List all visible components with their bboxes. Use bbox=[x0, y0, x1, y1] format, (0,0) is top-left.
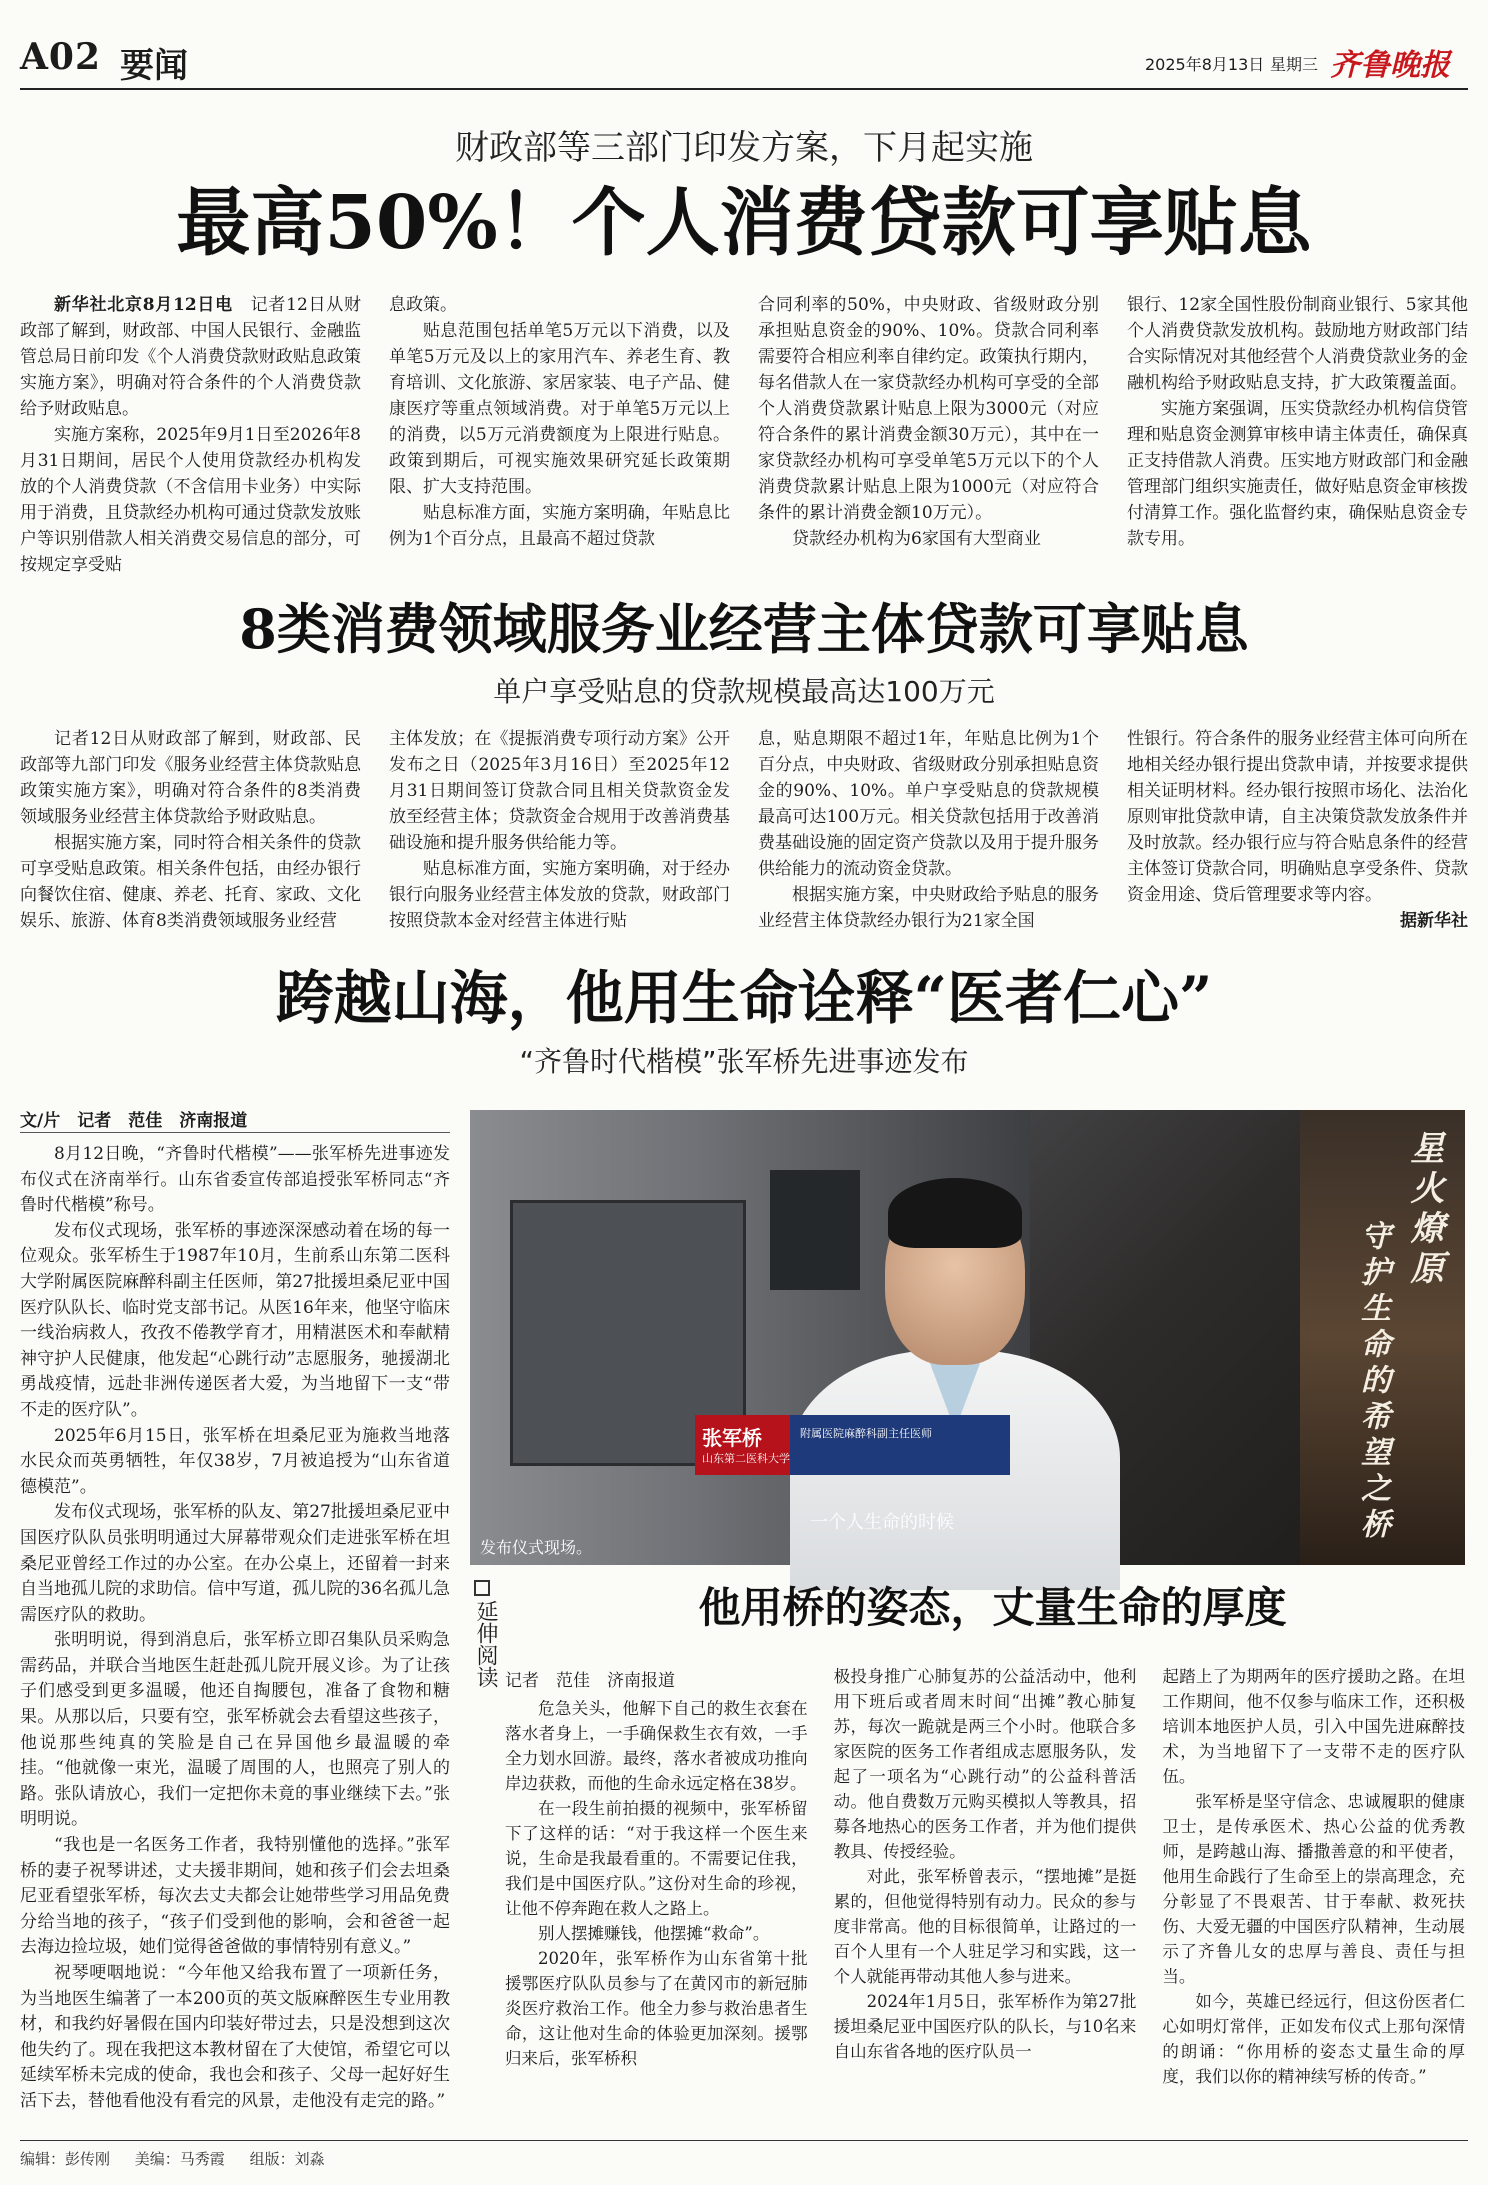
story4-headline: 他用桥的姿态，丈量生命的厚度 bbox=[698, 1583, 1287, 1632]
newspaper-logo: 齐鲁晚报 bbox=[1330, 48, 1450, 83]
page-credits bbox=[20, 2148, 339, 2169]
photo-org: 山东第二医科大学 bbox=[702, 1452, 790, 1465]
photo-name: 张军桥 bbox=[702, 1426, 762, 1450]
story1-col4 bbox=[1127, 292, 1468, 549]
story2-kicker: 单户享受贴息的贷款规模最高达100万元 bbox=[493, 675, 995, 708]
story4-para: 危急关头，他解下自己的救生衣套在落水者身上，一手确保救生衣有效，一手全力划水回游。最终，落水者被成功推向岸边获救，而他的生命永远定格在38岁。 bbox=[505, 1699, 808, 1793]
story1-para: 贴息范围包括单笔5万元以下消费，以及单笔5万元及以上的家用汽车、养老生育、教育培训、文化旅游、家居家装、电子产品、健康医疗等重点领域消费。对于单笔5万元以上的消费，以5万元消费额度为上限进行贴息。政策到期后，可视实施效果研究延长政策期限、扩大支持范围。 bbox=[389, 321, 730, 497]
side-slogan-2: 守护生命的希望之桥 bbox=[1355, 1220, 1390, 1544]
story3-headline: 跨越山海，他用生命诠释“医者仁心” bbox=[275, 964, 1213, 1032]
extended-reading-tag bbox=[470, 1580, 498, 1700]
story2-para: 性银行。符合条件的服务业经营主体可向所在地相关经办银行提出贷款申请，并按要求提供相关证明材料。经办银行按照市场化、法治化原则审批贷款申请，自主决策贷款发放条件并及时放款。经办银行应与符合贴息条件的经营主体签订贷款合同，明确贴息享受条件、贷款资金用途、贷后管理要求等内容。 bbox=[1127, 729, 1468, 905]
credit-editor: 编辑：彭传刚 bbox=[20, 2150, 111, 2168]
story2-para: 记者12日从财政部了解到，财政部、民政部等九部门印发《服务业经营主体贷款贴息政策实施方案》，明确对符合条件的8类消费领域服务业经营主体贷款给予财政贴息。 bbox=[20, 729, 361, 827]
story2-headline: 8类消费领域服务业经营主体贷款可享贴息 bbox=[239, 597, 1249, 661]
story3-byline: 文/片 记者 范佳 济南报道 bbox=[20, 1111, 248, 1131]
story2-para: 贴息标准方面，实施方案明确，对于经办银行向服务业经营主体发放的贷款，财政部门按照贷款本金对经营主体进行贴 bbox=[389, 859, 730, 931]
story4-col2 bbox=[834, 1664, 1137, 2134]
story4-para: 别人摆摊赚钱，他摆摊“救命”。 bbox=[538, 1924, 770, 1943]
story4-para: 在一段生前拍摄的视频中，张军桥留下了这样的话：“对于我这样一个医生来说，生命是我最看重的。不需要记住我，我们是中国医疗队。”这份对生命的珍视，让他不停奔跑在救人之路上。 bbox=[505, 1799, 808, 1918]
story3-body bbox=[20, 1142, 450, 2132]
story1-para: 贴息标准方面，实施方案明确，年贴息比例为1个百分点，且最高不超过贷款 bbox=[389, 503, 730, 549]
story1-headline: 最高50%！个人消费贷款可享贴息 bbox=[176, 180, 1312, 266]
story3-para: 张明明说，得到消息后，张军桥立即召集队员采购急需药品，并联合当地医生赶赴孤儿院开展义诊。为了让孩子们感受到更多温暖，他还自掏腰包，准备了食物和糖果。从那以后，只要有空，张军桥就会去看望这些孩子，他说那些纯真的笑脸是自己在异国他乡最温暖的牵挂。“他就像一束光，温暖了周围的人，也照亮了别人的路。张队请放心，我们一定把你未竟的事业继续下去。”张明明说。 bbox=[20, 1630, 450, 1830]
page-number: A02 bbox=[20, 36, 102, 78]
issue-weekday: 星期三 bbox=[1270, 55, 1319, 74]
story4-para: 如今，英雄已经远行，但这份医者仁心如明灯常伴，正如发布仪式上那句深情的朗诵：“你用桥的姿态丈量生命的厚度，我们以你的精神续写桥的传奇。” bbox=[1162, 1992, 1466, 2086]
story1-para bbox=[20, 292, 361, 422]
story2-col2 bbox=[389, 726, 730, 931]
ceremony-photo bbox=[470, 1110, 1465, 1565]
story1-para: 实施方案强调，压实贷款经办机构信贷管理和贴息资金测算审核申请主体责任，确保真正支持借款人消费。压实地方财政部门和金融管理部门组织实施责任，做好贴息资金审核拨付清算工作。强化监督约束，确保贴息资金专款专用。 bbox=[1127, 399, 1468, 549]
story1-para-text: 记者12日从财政部了解到，财政部、中国人民银行、金融监管总局日前印发《个人消费贷款财政贴息政策实施方案》，明确对符合条件的个人消费贷款给予财政贴息。 bbox=[20, 295, 361, 419]
footer-divider bbox=[20, 2140, 1468, 2141]
story4-para: 起踏上了为期两年的医疗援助之路。在坦工作期间，他不仅参与临床工作，还积极培训本地医护人员，引入中国先进麻醉技术，为当地留下了一支带不走的医疗队伍。 bbox=[1162, 1667, 1466, 1786]
story3-kicker: “齐鲁时代楷模”张军桥先进事迹发布 bbox=[519, 1045, 969, 1078]
video-subtitle: 一个人生命的时候 bbox=[810, 1512, 954, 1533]
story4-para: 2020年，张军桥作为山东省第十批援鄂医疗队队员参与了在黄冈市的新冠肺炎医疗救治工作。他全力参与救治患者生命，这让他对生命的体验更加深刻。援鄂归来后，张军桥积 bbox=[505, 1949, 808, 2068]
issue-date: 2025年8月13日 bbox=[1145, 55, 1265, 74]
story4-para: 极投身推广心肺复苏的公益活动中，他利用下班后或者周末时间“出摊”教心肺复苏，每次一跪就是两三个小时。他联合多家医院的医务工作者组成志愿服务队，发起了一项名为“心跳行动”的公益科普活动。他自费数万元购买模拟人等教具，招募各地热心的医务工作者，并为他们提供教具、传授经验。 bbox=[833, 1667, 1137, 1861]
credit-designer: 美编：马秀霞 bbox=[134, 2150, 225, 2168]
story3-para: 发布仪式现场，张军桥的事迹深深感动着在场的每一位观众。张军桥生于1987年10月，生前系山东第二医科大学附属医院麻醉科副主任医师，第27批援坦桑尼亚中国医疗队队长、临时党支部书记。从医16年来，他坚守临床一线治病救人，孜孜不倦教学育才，用精湛医术和奉献精神守护人民健康，他发起“心跳行动”志愿服务，驰援湖北勇战疫情，远赴非洲传递医者大爱，为当地留下一支“带不走的医疗队”。 bbox=[20, 1220, 450, 1420]
story3-para: 祝琴哽咽地说：“今年他又给我布置了一项新任务，为当地医生编著了一本200页的英文版麻醉医生专业用教材，和我约好暑假在国内印装好带过去，只是没想到这次他失约了。现在我把这本教材留在了大使馆，希望它可以延续军桥未完成的使命，我也会和孩子、父母一起好好生活下去，替他看他没有看完的风景，走他没有走完的路。” bbox=[20, 1963, 450, 2111]
story2-source: 据新华社 bbox=[1400, 911, 1468, 931]
story2-para: 根据实施方案，同时符合相关条件的贷款可享受贴息政策。相关条件包括，由经办银行向餐饮住宿、健康、养老、托育、家政、文化娱乐、旅游、体育8类消费领域服务业经营 bbox=[20, 833, 361, 931]
title-plate bbox=[790, 1415, 1010, 1475]
story4-col3 bbox=[1162, 1664, 1465, 2134]
story1-kicker: 财政部等三部门印发方案，下月起实施 bbox=[455, 128, 1033, 168]
side-slogan-1: 星火燎原 bbox=[1404, 1130, 1444, 1290]
masthead-divider bbox=[20, 88, 1468, 90]
story4-byline: 记者 范佳 济南报道 bbox=[505, 1671, 675, 1691]
story3-para: 2025年6月15日，张军桥在坦桑尼亚为施救当地落水民众而英勇牺牲，年仅38岁，7月被追授为“山东省道德模范”。 bbox=[20, 1425, 450, 1497]
story1-para: 银行、12家全国性股份制商业银行、5家其他个人消费贷款发放机构。鼓励地方财政部门结合实际情况对其他经营个人消费贷款业务的金融机构给予财政贴息支持，扩大政策覆盖面。 bbox=[1127, 295, 1468, 393]
story2-para: 主体发放；在《提振消费专项行动方案》公开发布之日（2025年3月16日）至2025年12月31日期间签订贷款合同且相关贷款资金发放至经营主体；贷款资金合规用于改善消费基础设施和提升服务供给能力等。 bbox=[389, 729, 730, 853]
byline-divider bbox=[20, 1132, 450, 1133]
monitor-screen bbox=[770, 1170, 860, 1290]
extended-reading-label: 延伸阅读 bbox=[473, 1600, 498, 1688]
story4-col1 bbox=[505, 1664, 808, 2134]
story1-para: 实施方案称，2025年9月1日至2026年8月31日期间，居民个人使用贷款经办机构发放的个人消费贷款（不含信用卡业务）中实际用于消费，且贷款经办机构可通过贷款发放账户等识别借款人相关消费交易信息的部分，可按规定享受贴 bbox=[20, 425, 361, 575]
story2-col4 bbox=[1127, 726, 1468, 931]
doctor-hair bbox=[888, 1178, 1022, 1248]
story3-para: 8月12日晚，“齐鲁时代楷模”——张军桥先进事迹发布仪式在济南举行。山东省委宣传部追授张军桥同志“齐鲁时代楷模”称号。 bbox=[20, 1144, 450, 1216]
story3-para: “我也是一名医务工作者，我特别懂他的选择。”张军桥的妻子祝琴讲述，丈夫援非期间，她和孩子们会去坦桑尼亚看望张军桥，每次去丈夫都会让她带些学习用品免费分给当地的孩子，“孩子们受到他的影响，会和爸爸一起去海边捡垃圾，她们觉得爸爸做的事情特别有意义。” bbox=[20, 1835, 450, 1958]
section-title: 要闻 bbox=[120, 46, 188, 86]
story1-para: 贷款经办机构为6家国有大型商业 bbox=[792, 529, 1041, 549]
story1-para: 合同利率的50%，中央财政、省级财政分别承担贴息资金的90%、10%。贷款合同利率需要符合相应利率自律约定。政策执行期内，每名借款人在一家贷款经办机构可享受的全部个人消费贷款累计贴息上限为3000元（对应符合条件的累计消费金额30万元），其中在一家贷款经办机构可享受单笔5万元以下的个人消费贷款累计贴息上限为1000元（对应符合条件的累计消费金额10万元）。 bbox=[758, 295, 1099, 523]
story2-col1 bbox=[20, 726, 361, 931]
story2-para: 根据实施方案，中央财政给予贴息的服务业经营主体贷款经办银行为21家全国 bbox=[758, 885, 1099, 931]
story2-col3 bbox=[758, 726, 1099, 931]
story2-body bbox=[20, 726, 1468, 931]
story4-para: 2024年1月5日，张军桥作为第27批援坦桑尼亚中国医疗队的队长，与10名来自山东省各地的医疗队员一 bbox=[833, 1992, 1137, 2061]
story3-para: 发布仪式现场，张军桥的队友、第27批援坦桑尼亚中国医疗队队员张明明通过大屏幕带观众们走进张军桥在坦桑尼亚曾经工作过的办公室。在办公桌上，还留着一封来自当地孤儿院的求助信。信中写道，孤儿院的36名孤儿急需医疗队的救助。 bbox=[20, 1502, 450, 1625]
dateline: 新华社北京8月12日电 bbox=[54, 295, 233, 315]
square-icon bbox=[474, 1580, 490, 1596]
story1-col1 bbox=[20, 292, 361, 575]
story2-para: 息，贴息期限不超过1年，年贴息比例为1个百分点，中央财政、省级财政分别承担贴息资金的90%、10%。单户享受贴息的贷款规模最高可达100万元。相关贷款包括用于改善消费基础设施的固定资产贷款以及用于提升服务供给能力的流动资金贷款。 bbox=[758, 729, 1099, 879]
story1-col2 bbox=[389, 292, 730, 549]
story4-para: 对此，张军桥曾表示，“摆地摊”是挺累的，但他觉得特别有动力。民众的参与度非常高。他的目标很简单，让路过的一百个人里有一个人驻足学习和实践，这一个人就能再带动其他人参与进来。 bbox=[833, 1867, 1137, 1986]
story4-para: 张军桥是坚守信念、忠诚履职的健康卫士，是传承医术、热心公益的优秀教师，是跨越山海、播撒善意的和平使者，他用生命践行了生命至上的崇高理念，充分彰显了不畏艰苦、甘于奉献、救死扶伤、大爱无疆的中国医疗队精神，生动展示了齐鲁儿女的忠厚与善良、责任与担当。 bbox=[1162, 1792, 1466, 1986]
photo-caption: 发布仪式现场。 bbox=[480, 1538, 593, 1557]
story1-body bbox=[20, 292, 1468, 575]
photo-title: 附属医院麻醉科副主任医师 bbox=[800, 1427, 932, 1440]
story4-body bbox=[505, 1664, 1465, 2134]
story1-para: 息政策。 bbox=[389, 295, 457, 315]
story1-col3 bbox=[758, 292, 1099, 549]
credit-layout: 组版：刘淼 bbox=[249, 2150, 325, 2168]
